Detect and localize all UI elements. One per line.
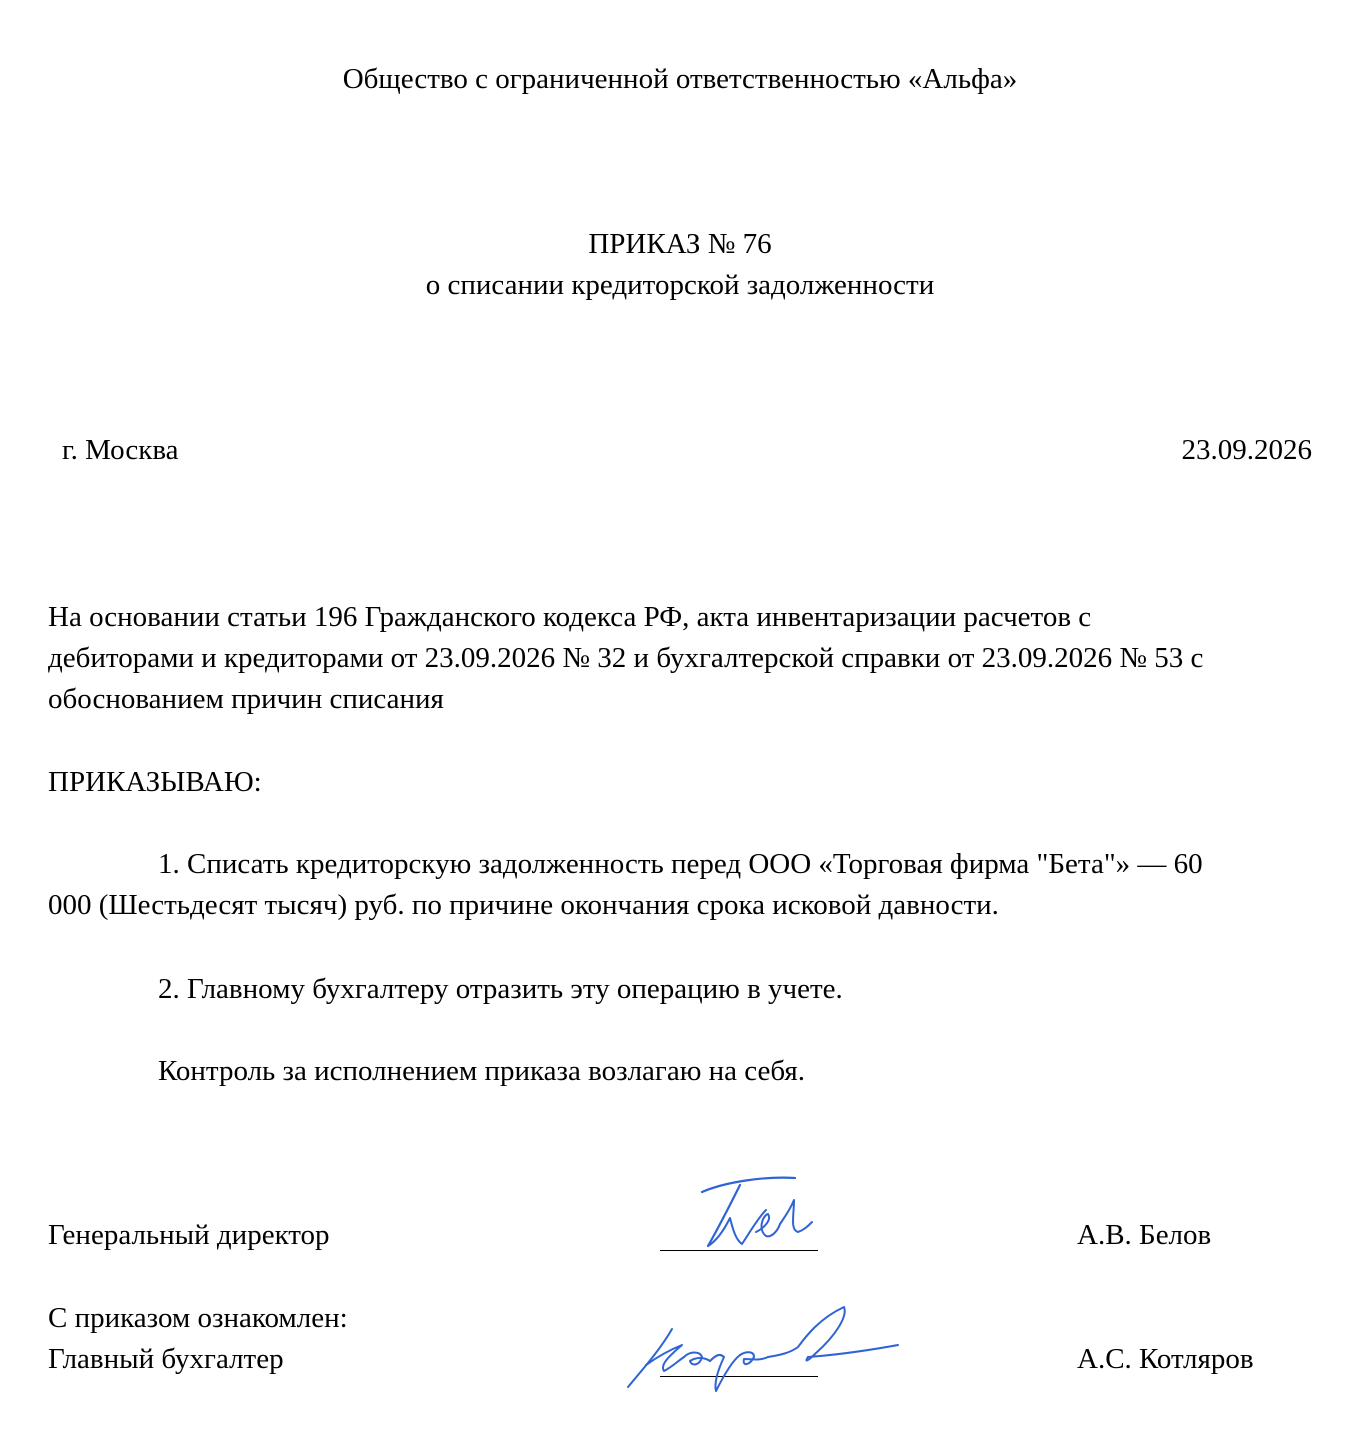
order-subject: о списании кредиторской задолженности [425,269,935,301]
preamble-paragraph [48,597,1318,720]
order-item-1-line: 000 (Шестьдесят тысяч) руб. по причине окончания срока исковой давности. [48,889,999,921]
signature-stroke [768,1307,845,1360]
signature-stroke [740,1352,768,1364]
acquainted-label: С приказом ознакомлен: [48,1302,348,1334]
accountant-name: А.С. Котляров [1077,1343,1254,1375]
signature-stroke [780,1200,812,1232]
order-date: 23.09.2026 [1181,434,1312,466]
accountant-position: Главный бухгалтер [48,1343,284,1375]
order-item-2: 2. Главному бухгалтеру отразить эту операцию в учете. [158,973,843,1005]
order-word: ПРИКАЗЫВАЮ: [48,766,262,798]
order-item-1-line: 1. Списать кредиторскую задолженность перед ООО «Торговая фирма "Бета"» — 60 [158,848,1203,880]
preamble-line: обоснованием причин списания [48,683,444,715]
preamble-line: На основании статьи 196 Гражданского кодекса РФ, акта инвентаризации расчетов с [48,601,1092,633]
preamble-line: дебиторами и кредиторами от 23.09.2026 № 32 и бухгалтерской справки от 23.09.2026 № 53 с [48,642,1204,674]
director-signature [680,1170,830,1260]
director-position: Генеральный директор [48,1219,330,1251]
control-statement: Контроль за исполнением приказа возлагаю на себя. [158,1055,805,1087]
organization-name: Общество с ограниченной ответственностью «Альфа» [342,63,1018,95]
signature-stroke [628,1329,672,1387]
signature-stroke [684,1353,710,1365]
signature-stroke [710,1355,740,1391]
order-item-1 [48,844,1318,926]
director-name: А.В. Белов [1077,1219,1212,1251]
signature-stroke [702,1178,795,1192]
accountant-signature [620,1295,910,1395]
order-title: ПРИКАЗ № 76 [588,228,772,260]
city: г. Москва [62,434,179,466]
